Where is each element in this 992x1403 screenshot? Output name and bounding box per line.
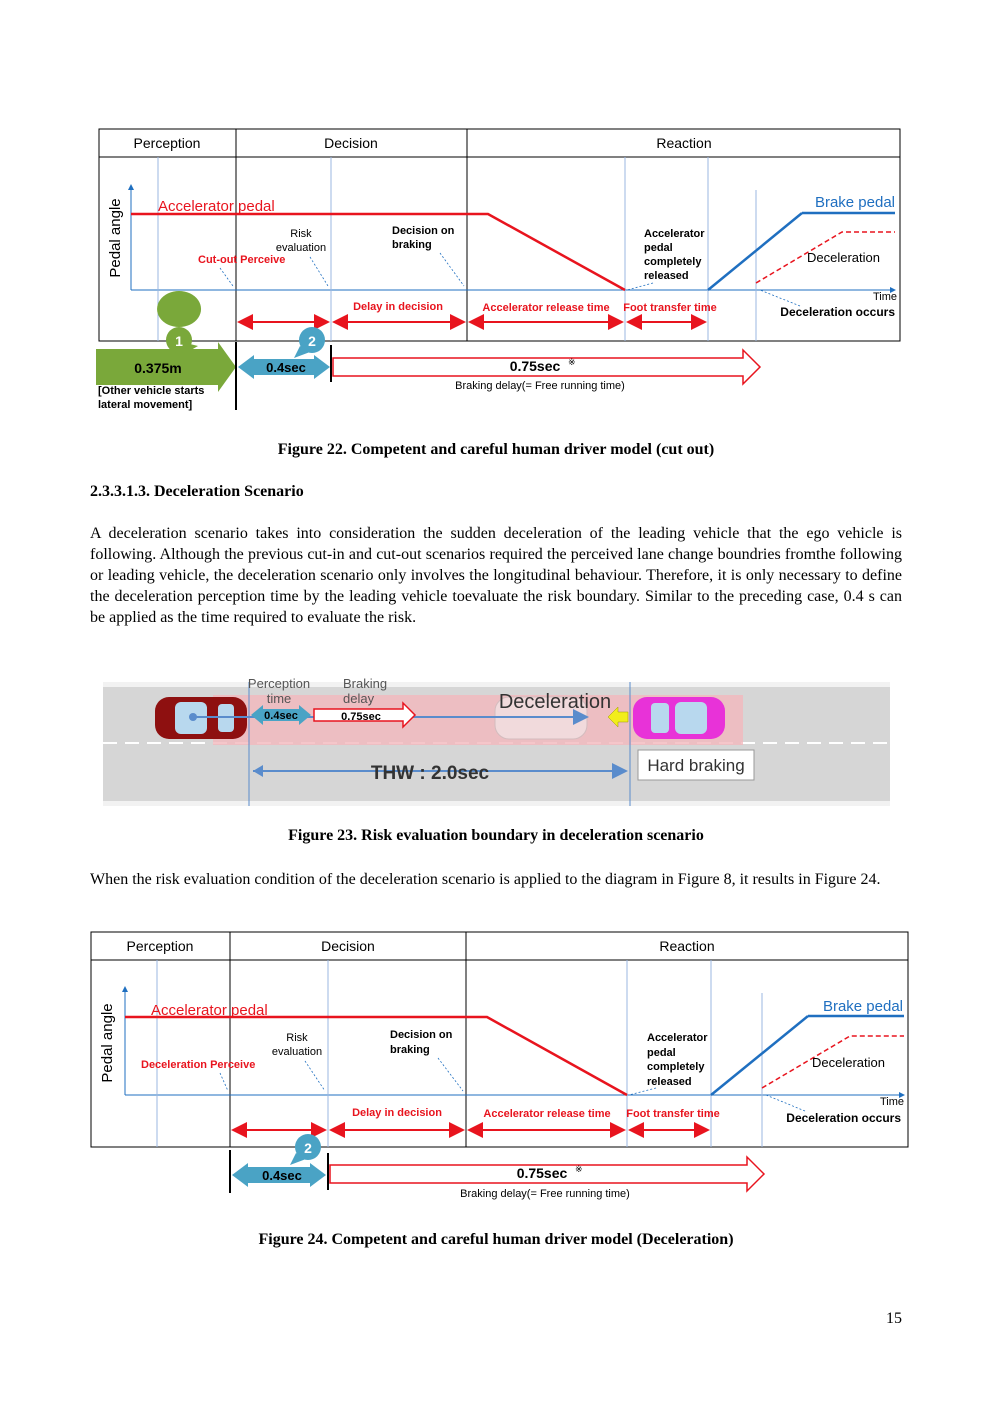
page-number: 15 [886,1310,902,1327]
braking-delay-label: Braking delay(= Free running time) [460,1188,630,1200]
decision-time-label: 0.4sec [262,1168,302,1183]
figure-23-caption: Figure 23. Risk evaluation boundary in deceleration scenario [288,827,704,844]
time-label: Time [872,291,897,303]
figure-24-caption: Figure 24. Competent and careful human driver model (Deceleration) [258,1231,734,1248]
decision-time-label: 0.4sec [266,360,306,375]
phase-reaction: Reaction [659,938,715,954]
acc-released-1: Accelerator [647,1032,708,1044]
acc-released-4: released [647,1076,692,1088]
y-axis-label: Pedal angle [99,1003,116,1083]
acc-released-2: pedal [647,1047,676,1059]
phase-perception: Perception [133,135,201,151]
acc-release-time-label: Accelerator release time [483,1108,611,1120]
thw-label: THW : 2.0sec [370,763,490,784]
decel-occurs-label: Deceleration occurs [780,305,895,319]
other-vehicle-2: lateral movement] [98,399,193,411]
decision-braking-1: Decision on [392,225,455,237]
perceive-label: Deceleration Perceive [141,1059,256,1071]
risk-eval-label-1: Risk [286,1032,308,1044]
acc-released-2: pedal [644,242,673,254]
deceleration-label: Deceleration [812,1055,885,1070]
risk-eval-label-1: Risk [290,228,312,240]
acc-released-3: completely [647,1061,705,1073]
svg-text:※: ※ [575,1164,583,1174]
distance-label: 0.375m [134,360,182,376]
perception-time-label-1: Perception [247,676,311,691]
acc-release-time-label: Accelerator release time [482,302,610,314]
acc-released-1: Accelerator [644,228,705,240]
accelerator-line [125,1017,627,1095]
risk-eval-label-2: evaluation [275,242,327,254]
hard-braking-label: Hard braking [647,756,745,775]
brake-label: Brake pedal [814,194,895,211]
braking-delay-label-2: delay [343,691,375,706]
accelerator-label: Accelerator pedal [158,198,275,215]
phase-reaction: Reaction [656,135,712,151]
time-label: Time [879,1096,904,1108]
foot-transfer-label: Foot transfer time [626,1108,720,1120]
braking-time-label: 0.75sec [509,358,561,374]
figure-24 [90,925,910,1210]
accelerator-label: Accelerator pedal [151,1002,268,1019]
accelerator-line [131,214,625,290]
phase-decision: Decision [321,938,375,954]
foot-transfer-label: Foot transfer time [623,302,717,314]
perception-value: 0.4sec [264,710,298,722]
perceive-label: Cut-out Perceive [198,254,286,266]
decel-occurs-label: Deceleration occurs [786,1111,901,1125]
delay-decision-label: Delay in decision [353,301,443,313]
svg-text:2: 2 [308,333,316,349]
brake-line [708,213,802,290]
deceleration-label: Deceleration [807,250,880,265]
figure-22-caption: Figure 22. Competent and careful human driver model (cut out) [277,441,715,458]
figure-23 [103,675,890,807]
paragraph-2: When the risk evaluation condition of the deceleration scenario is applied to the diagram in Figure 8, it results in Figure 24. [90,871,881,888]
braking-time-label: 0.75sec [516,1165,568,1181]
braking-delay-label-1: Braking [343,676,388,691]
phase-decision: Decision [324,135,378,151]
decision-braking-2: braking [392,239,432,251]
braking-delay-label: Braking delay(= Free running time) [455,380,625,392]
paragraph-1: A deceleration scenario takes into consideration the sudden deceleration of the leading vehicle that the ego vehicle is following. Although the previous cut-in and cut-out scenarios required the perceived lane change boundries fromthe following or leading vehicle, the deceleration scenario only involves the longitudinal behaviour. Therefore, it is only necessary to define the deceleration perception time by the leading vehicle toevaluate the risk boundary. Similar to the preceding case, 0.4 s can be applied as the time required to evaluate the risk. [90,525,902,626]
brake-label: Brake pedal [822,998,903,1015]
lead-car-icon [633,697,725,739]
svg-text:1: 1 [175,333,183,349]
delay-decision-label: Delay in decision [352,1107,442,1119]
acc-released-3: completely [644,256,702,268]
svg-text:2: 2 [304,1140,312,1156]
figure-22 [90,120,910,420]
risk-eval-label-2: evaluation [271,1046,323,1058]
decision-braking-1: Decision on [390,1029,453,1041]
perception-time-label-2: time [266,691,292,706]
deceleration-label: Deceleration [498,691,612,713]
braking-value: 0.75sec [341,711,381,723]
y-axis-label: Pedal angle [107,198,124,278]
brake-line [711,1016,808,1095]
section-heading: 2.3.3.1.3. Deceleration Scenario [90,483,304,500]
decision-braking-2: braking [390,1044,430,1056]
acc-released-4: released [644,270,689,282]
phase-perception: Perception [126,938,194,954]
svg-text:※: ※ [568,357,576,367]
other-vehicle-1: [Other vehicle starts [98,385,205,397]
